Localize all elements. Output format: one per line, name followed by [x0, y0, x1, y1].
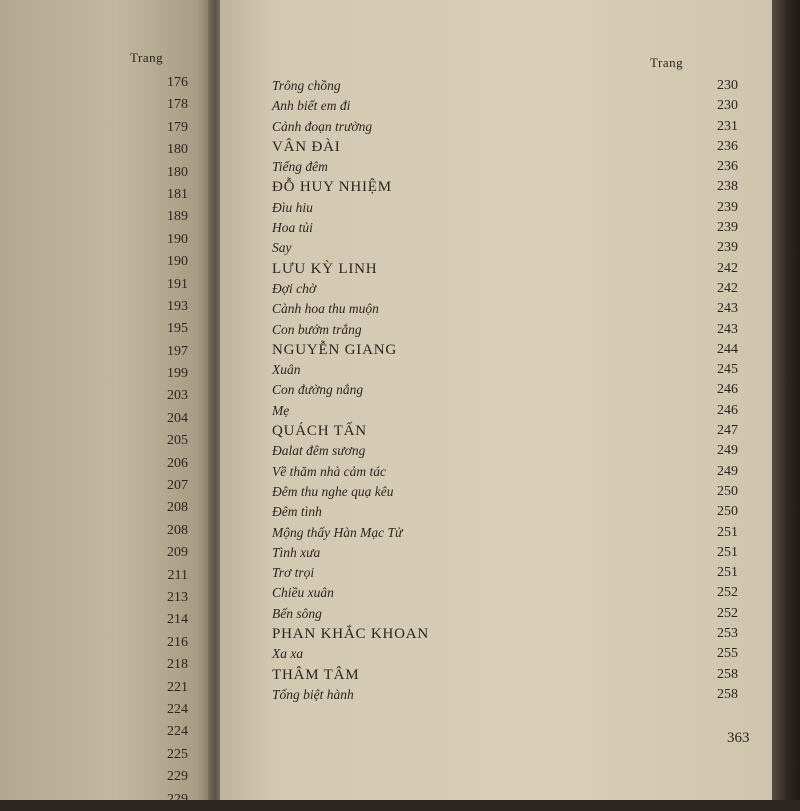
toc-entry-title: Đêm tình: [272, 504, 322, 520]
left-page-number: 206: [167, 455, 188, 471]
toc-entry-title: Trơ trọi: [272, 565, 315, 581]
left-page-number: 208: [167, 522, 188, 538]
toc-entry-page: 251: [717, 565, 738, 581]
left-page: [0, 0, 214, 807]
toc-author-entry: [272, 665, 750, 685]
left-page-number: 190: [167, 254, 188, 270]
toc-entry-title: Say: [272, 240, 292, 256]
left-page-number: 209: [167, 545, 188, 561]
toc-poem-entry: [272, 380, 750, 400]
left-page-number: 224: [167, 701, 188, 717]
toc-entry-page: 239: [717, 220, 738, 236]
toc-entry-title: Đêm thu nghe quạ kêu: [272, 483, 394, 499]
toc-entry-title: Trông chồng: [272, 78, 341, 93]
toc-entry-title: Tống biệt hành: [272, 686, 354, 702]
toc-entry-title: Con bướm trắng: [272, 321, 362, 337]
toc-poem-entry: [272, 299, 750, 319]
toc-entry-title: PHAN KHẮC KHOAN: [272, 626, 430, 643]
left-page-number: 225: [167, 746, 188, 762]
left-page-number: 191: [167, 276, 188, 292]
left-page-number: 205: [167, 433, 188, 449]
toc-entry-title: VÂN ĐÀI: [272, 138, 341, 155]
left-page-header: Trang: [130, 50, 164, 65]
toc-entry-page: 239: [717, 240, 738, 256]
toc-poem-entry: [272, 96, 750, 116]
left-page-number: 176: [167, 75, 188, 90]
left-page-number: 178: [167, 97, 188, 113]
toc-entry-page: 255: [717, 646, 738, 662]
toc-poem-entry: [272, 462, 750, 482]
toc-entry-title: ĐỖ HUY NHIỆM: [272, 179, 392, 196]
toc-entry-page: 243: [717, 301, 738, 317]
left-page-number: 211: [167, 567, 188, 583]
toc-entry-title: Về thăm nhà cảm tác: [272, 463, 386, 479]
toc-poem-entry: [272, 441, 750, 461]
left-page-number: 218: [167, 657, 188, 673]
left-page-number: 224: [167, 724, 188, 740]
toc-entry-title: Cành hoa thu muộn: [272, 301, 379, 317]
toc-entry-page: 230: [717, 78, 738, 93]
toc-entry-page: 244: [717, 341, 738, 357]
toc-entry-page: 252: [717, 605, 738, 621]
toc-entry-title: Đìu hiu: [272, 199, 313, 215]
toc-entry-page: 239: [717, 199, 738, 215]
left-page-number: 197: [167, 343, 188, 359]
toc-poem-entry: [272, 482, 750, 502]
page-edge-shadow: [772, 0, 800, 800]
toc-entry-title: Tiếng đêm: [272, 159, 328, 175]
toc-entry-page: 238: [717, 179, 738, 195]
toc-poem-entry: [272, 401, 750, 421]
toc-entry-page: 258: [717, 666, 738, 682]
toc-poem-entry: [272, 543, 750, 563]
toc-entry-page: 258: [717, 686, 738, 702]
toc-entry-title: Mẹ: [272, 402, 290, 418]
left-page-number: 214: [167, 612, 188, 628]
left-page-number-column: [142, 72, 188, 811]
left-page-number: 213: [167, 589, 188, 605]
toc-author-entry: [272, 259, 750, 279]
toc-author-entry: [272, 421, 750, 441]
table-of-contents: [272, 76, 750, 705]
left-page-number: 199: [167, 366, 188, 382]
right-page-header: Trang: [650, 55, 684, 70]
left-page-number: 204: [167, 410, 188, 426]
toc-entry-page: 243: [717, 321, 738, 337]
toc-author-entry: [272, 177, 750, 197]
toc-entry-page: 231: [717, 118, 738, 134]
left-page-number: 180: [167, 164, 188, 180]
toc-entry-title: Đợi chờ: [272, 280, 317, 296]
toc-author-entry: [272, 340, 750, 360]
toc-entry-page: 247: [717, 423, 738, 439]
toc-entry-title: Xuân: [272, 362, 301, 378]
toc-entry-page: 249: [717, 443, 738, 459]
toc-poem-entry: [272, 157, 750, 177]
toc-entry-title: LƯU KỲ LINH: [272, 260, 378, 277]
left-page-number: 208: [167, 500, 188, 516]
toc-poem-entry: [272, 523, 750, 543]
left-page-number: 193: [167, 298, 188, 314]
toc-entry-title: Bến sông: [272, 605, 322, 621]
left-page-number: 207: [167, 478, 188, 494]
toc-poem-entry: [272, 320, 750, 340]
toc-entry-page: 230: [717, 98, 738, 114]
toc-entry-page: 242: [717, 280, 738, 296]
toc-entry-page: 253: [717, 626, 738, 642]
left-page-number: 179: [167, 119, 188, 135]
toc-entry-page: 245: [717, 362, 738, 378]
toc-poem-entry: [272, 502, 750, 522]
left-page-number: 216: [167, 634, 188, 650]
left-page-number: 181: [167, 186, 188, 202]
left-page-number: 203: [167, 388, 188, 404]
toc-author-entry: [272, 137, 750, 157]
toc-entry-page: 250: [717, 483, 738, 499]
toc-entry-title: Anh biết em đi: [272, 98, 351, 114]
toc-entry-title: Mộng thấy Hàn Mạc Tử: [272, 524, 403, 540]
toc-entry-title: Chiều xuân: [272, 585, 334, 601]
toc-poem-entry: [272, 563, 750, 583]
left-page-number: 190: [167, 231, 188, 247]
toc-entry-page: 236: [717, 138, 738, 154]
toc-poem-entry: [272, 583, 750, 603]
toc-poem-entry: [272, 360, 750, 380]
toc-entry-title: Con đường nắng: [272, 382, 364, 398]
toc-entry-page: 249: [717, 463, 738, 479]
toc-entry-page: 246: [717, 382, 738, 398]
toc-entry-page: 251: [717, 524, 738, 540]
left-page-number: 221: [167, 679, 188, 695]
toc-entry-title: Hoa tủi: [272, 220, 313, 236]
toc-poem-entry: [272, 685, 750, 705]
toc-entry-title: Đalat đêm sương: [272, 443, 366, 459]
left-page-number: 180: [167, 142, 188, 158]
page-number: 363: [727, 730, 750, 746]
toc-entry-title: THÂM TÂM: [272, 666, 360, 683]
toc-poem-entry: [272, 76, 750, 96]
left-page-number: 195: [167, 321, 188, 337]
toc-poem-entry: [272, 218, 750, 238]
toc-entry-title: NGUYỄN GIANG: [272, 341, 398, 358]
toc-entry-page: 242: [717, 260, 738, 276]
toc-entry-page: 251: [717, 544, 738, 560]
toc-entry-title: Tình xưa: [272, 544, 321, 560]
left-page-number: 229: [167, 769, 188, 785]
toc-author-entry: [272, 624, 750, 644]
toc-poem-entry: [272, 644, 750, 664]
left-page-number: 229: [167, 791, 188, 807]
toc-entry-title: Xa xa: [272, 646, 304, 662]
toc-poem-entry: [272, 238, 750, 258]
toc-poem-entry: [272, 117, 750, 137]
toc-entry-page: 246: [717, 402, 738, 418]
toc-entry-title: Cảnh đoạn trường: [272, 118, 373, 134]
toc-poem-entry: [272, 279, 750, 299]
toc-entry-page: 250: [717, 504, 738, 520]
toc-entry-page: 252: [717, 585, 738, 601]
left-page-number: 189: [167, 209, 188, 225]
toc-poem-entry: [272, 604, 750, 624]
toc-entry-page: 236: [717, 159, 738, 175]
toc-entry-title: QUÁCH TẤN: [272, 423, 367, 440]
toc-poem-entry: [272, 198, 750, 218]
